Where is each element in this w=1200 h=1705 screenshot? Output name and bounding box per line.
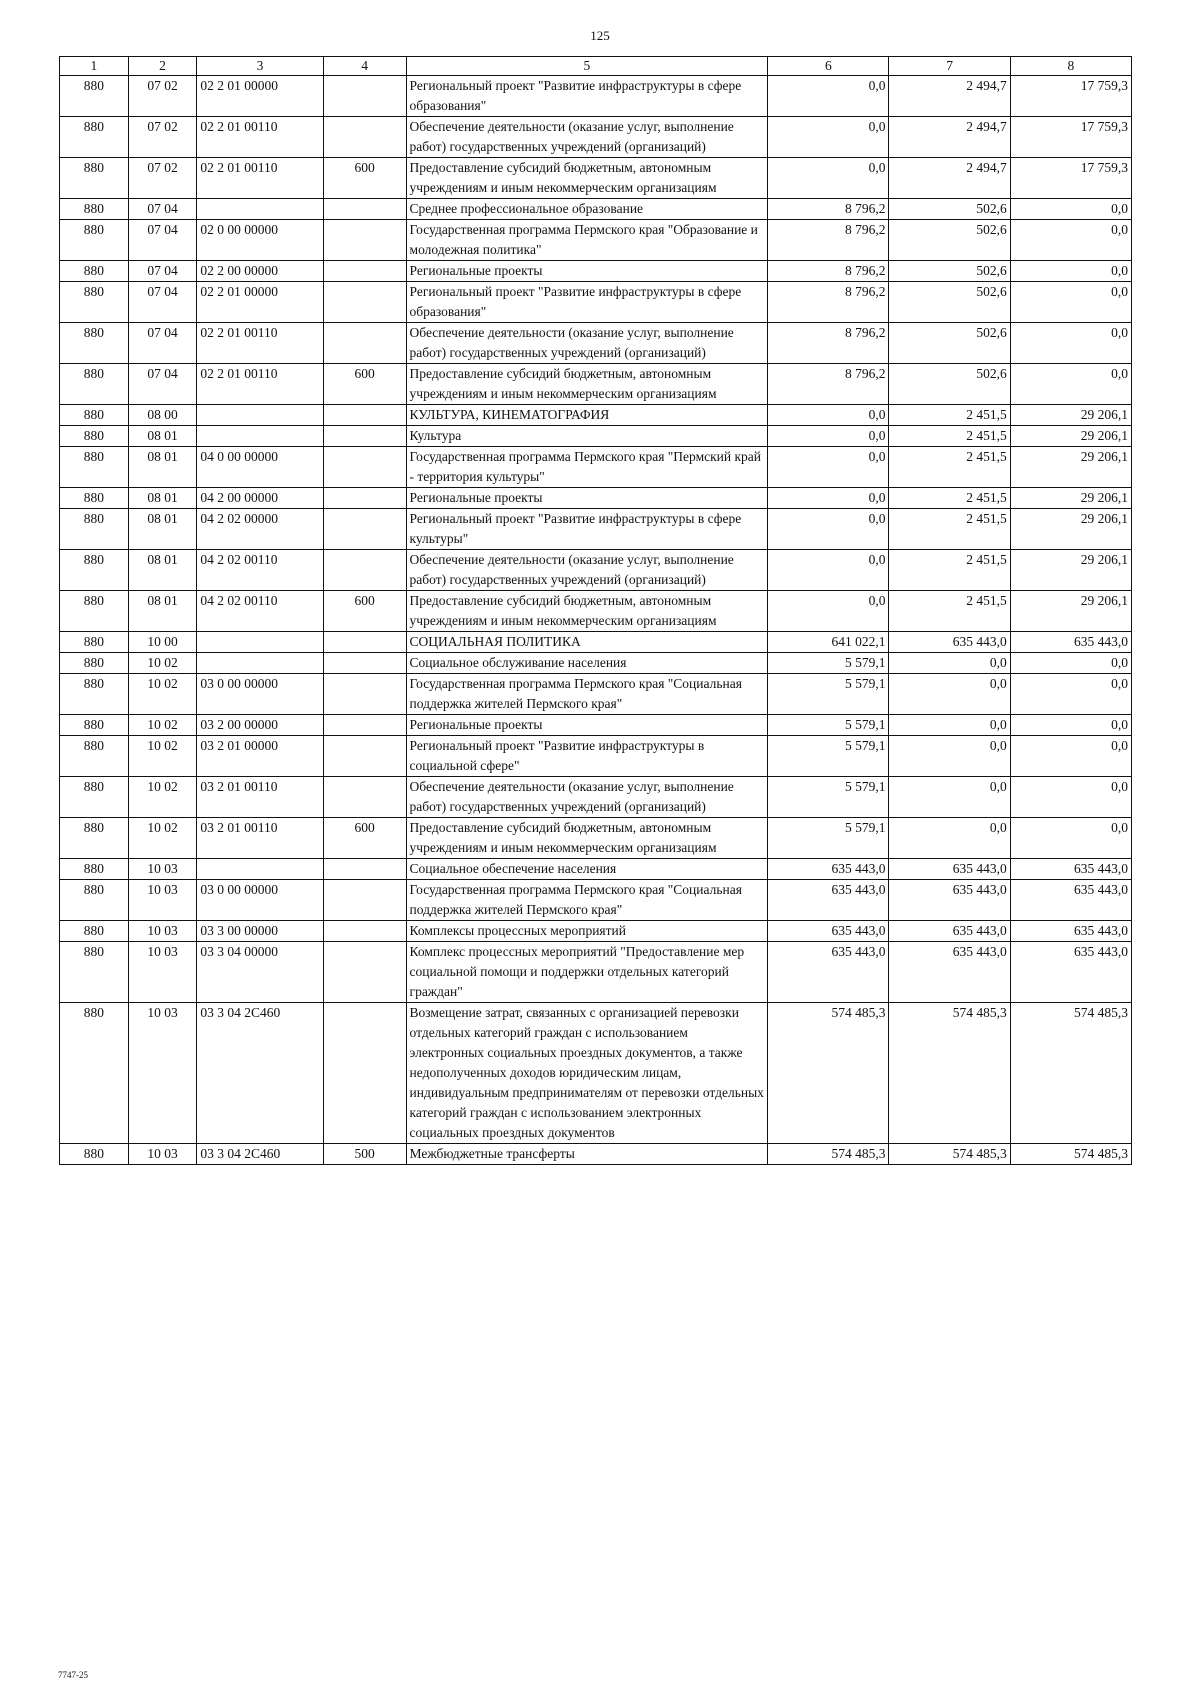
amount-col8-cell: 29 206,1 (1010, 488, 1131, 509)
amount-col8-cell: 29 206,1 (1010, 405, 1131, 426)
amount-col6-cell: 8 796,2 (768, 220, 889, 261)
admin-code-cell: 880 (60, 1003, 129, 1144)
amount-col8-cell: 635 443,0 (1010, 859, 1131, 880)
amount-col7-cell: 0,0 (889, 736, 1010, 777)
target-article-cell: 04 2 00 00000 (197, 488, 323, 509)
admin-code-cell: 880 (60, 1144, 129, 1165)
section-cell: 10 02 (128, 736, 197, 777)
expense-type-cell (323, 921, 406, 942)
admin-code-cell: 880 (60, 76, 129, 117)
table-row (60, 1003, 1132, 1144)
target-article-cell: 02 2 01 00000 (197, 76, 323, 117)
table-row (60, 653, 1132, 674)
amount-col8-cell: 0,0 (1010, 323, 1131, 364)
admin-code-cell: 880 (60, 158, 129, 199)
expense-type-cell (323, 550, 406, 591)
expense-type-cell (323, 736, 406, 777)
description-cell: Обеспечение деятельности (оказание услуг, выполнение работ) государственных учреждений (организаций) (406, 117, 768, 158)
admin-code-cell: 880 (60, 777, 129, 818)
target-article-cell: 04 2 02 00000 (197, 509, 323, 550)
section-cell: 08 01 (128, 426, 197, 447)
section-cell: 10 02 (128, 818, 197, 859)
table-row (60, 426, 1132, 447)
document-code: 7747-25 (58, 1670, 88, 1680)
expense-type-cell (323, 632, 406, 653)
description-cell: Культура (406, 426, 768, 447)
description-cell: Комплексы процессных мероприятий (406, 921, 768, 942)
target-article-cell (197, 426, 323, 447)
description-cell: Региональные проекты (406, 261, 768, 282)
admin-code-cell: 880 (60, 715, 129, 736)
section-cell: 10 03 (128, 859, 197, 880)
amount-col6-cell: 641 022,1 (768, 632, 889, 653)
description-cell: Региональный проект "Развитие инфраструктуры в социальной сфере" (406, 736, 768, 777)
amount-col7-cell: 502,6 (889, 220, 1010, 261)
table-row (60, 1144, 1132, 1165)
amount-col8-cell: 17 759,3 (1010, 158, 1131, 199)
admin-code-cell: 880 (60, 880, 129, 921)
expense-type-cell (323, 777, 406, 818)
section-cell: 08 01 (128, 550, 197, 591)
table-row (60, 880, 1132, 921)
description-cell: Государственная программа Пермского края "Социальная поддержка жителей Пермского края" (406, 674, 768, 715)
expense-type-cell (323, 220, 406, 261)
table-row (60, 199, 1132, 220)
target-article-cell: 03 2 01 00000 (197, 736, 323, 777)
amount-col6-cell: 5 579,1 (768, 715, 889, 736)
amount-col8-cell: 0,0 (1010, 364, 1131, 405)
target-article-cell: 03 3 04 00000 (197, 942, 323, 1003)
amount-col6-cell: 0,0 (768, 591, 889, 632)
expense-type-cell (323, 199, 406, 220)
column-header: 4 (323, 57, 406, 76)
amount-col6-cell: 8 796,2 (768, 282, 889, 323)
amount-col8-cell: 635 443,0 (1010, 632, 1131, 653)
column-header: 3 (197, 57, 323, 76)
description-cell: КУЛЬТУРА, КИНЕМАТОГРАФИЯ (406, 405, 768, 426)
admin-code-cell: 880 (60, 550, 129, 591)
target-article-cell: 03 2 01 00110 (197, 818, 323, 859)
expense-type-cell (323, 880, 406, 921)
amount-col7-cell: 502,6 (889, 261, 1010, 282)
column-header: 5 (406, 57, 768, 76)
amount-col8-cell: 635 443,0 (1010, 942, 1131, 1003)
amount-col7-cell: 0,0 (889, 777, 1010, 818)
column-header: 7 (889, 57, 1010, 76)
amount-col8-cell: 0,0 (1010, 261, 1131, 282)
amount-col8-cell: 0,0 (1010, 199, 1131, 220)
description-cell: Государственная программа Пермского края "Пермский край - территория культуры" (406, 447, 768, 488)
section-cell: 08 00 (128, 405, 197, 426)
description-cell: СОЦИАЛЬНАЯ ПОЛИТИКА (406, 632, 768, 653)
target-article-cell (197, 632, 323, 653)
amount-col7-cell: 2 494,7 (889, 76, 1010, 117)
section-cell: 10 00 (128, 632, 197, 653)
amount-col7-cell: 2 451,5 (889, 550, 1010, 591)
expense-type-cell: 500 (323, 1144, 406, 1165)
table-row (60, 632, 1132, 653)
description-cell: Предоставление субсидий бюджетным, автономным учреждениям и иным некоммерческим организациям (406, 364, 768, 405)
description-cell: Комплекс процессных мероприятий "Предоставление мер социальной помощи и поддержки отдельных категорий граждан" (406, 942, 768, 1003)
table-row (60, 942, 1132, 1003)
amount-col6-cell: 0,0 (768, 426, 889, 447)
amount-col6-cell: 0,0 (768, 117, 889, 158)
section-cell: 10 03 (128, 1144, 197, 1165)
description-cell: Региональный проект "Развитие инфраструктуры в сфере культуры" (406, 509, 768, 550)
amount-col7-cell: 502,6 (889, 323, 1010, 364)
expense-type-cell (323, 261, 406, 282)
amount-col6-cell: 5 579,1 (768, 674, 889, 715)
amount-col8-cell: 17 759,3 (1010, 76, 1131, 117)
table-row (60, 777, 1132, 818)
table-row (60, 405, 1132, 426)
section-cell: 10 02 (128, 674, 197, 715)
target-article-cell (197, 405, 323, 426)
amount-col8-cell: 0,0 (1010, 715, 1131, 736)
section-cell: 10 03 (128, 921, 197, 942)
target-article-cell: 03 3 00 00000 (197, 921, 323, 942)
amount-col8-cell: 0,0 (1010, 736, 1131, 777)
amount-col7-cell: 635 443,0 (889, 859, 1010, 880)
section-cell: 08 01 (128, 447, 197, 488)
amount-col8-cell: 0,0 (1010, 818, 1131, 859)
amount-col6-cell: 635 443,0 (768, 859, 889, 880)
admin-code-cell: 880 (60, 199, 129, 220)
description-cell: Предоставление субсидий бюджетным, автономным учреждениям и иным некоммерческим организациям (406, 158, 768, 199)
section-cell: 07 04 (128, 282, 197, 323)
table-row (60, 323, 1132, 364)
budget-table (59, 56, 1132, 1165)
amount-col6-cell: 5 579,1 (768, 777, 889, 818)
amount-col6-cell: 574 485,3 (768, 1144, 889, 1165)
table-row (60, 364, 1132, 405)
amount-col8-cell: 0,0 (1010, 777, 1131, 818)
amount-col6-cell: 0,0 (768, 447, 889, 488)
amount-col8-cell: 574 485,3 (1010, 1144, 1131, 1165)
amount-col7-cell: 2 494,7 (889, 158, 1010, 199)
description-cell: Среднее профессиональное образование (406, 199, 768, 220)
section-cell: 07 04 (128, 364, 197, 405)
admin-code-cell: 880 (60, 261, 129, 282)
admin-code-cell: 880 (60, 509, 129, 550)
table-row (60, 921, 1132, 942)
amount-col6-cell: 5 579,1 (768, 736, 889, 777)
admin-code-cell: 880 (60, 282, 129, 323)
description-cell: Региональный проект "Развитие инфраструктуры в сфере образования" (406, 76, 768, 117)
amount-col6-cell: 8 796,2 (768, 261, 889, 282)
target-article-cell: 02 2 01 00110 (197, 323, 323, 364)
target-article-cell: 02 2 01 00000 (197, 282, 323, 323)
amount-col8-cell: 29 206,1 (1010, 509, 1131, 550)
table-row (60, 117, 1132, 158)
amount-col6-cell: 635 443,0 (768, 921, 889, 942)
admin-code-cell: 880 (60, 405, 129, 426)
amount-col8-cell: 29 206,1 (1010, 550, 1131, 591)
description-cell: Региональные проекты (406, 488, 768, 509)
amount-col6-cell: 635 443,0 (768, 880, 889, 921)
amount-col7-cell: 2 494,7 (889, 117, 1010, 158)
section-cell: 07 04 (128, 199, 197, 220)
amount-col7-cell: 574 485,3 (889, 1003, 1010, 1144)
description-cell: Предоставление субсидий бюджетным, автономным учреждениям и иным некоммерческим организациям (406, 818, 768, 859)
description-cell: Региональные проекты (406, 715, 768, 736)
target-article-cell: 02 2 01 00110 (197, 364, 323, 405)
amount-col7-cell: 502,6 (889, 282, 1010, 323)
amount-col6-cell: 0,0 (768, 405, 889, 426)
amount-col6-cell: 8 796,2 (768, 199, 889, 220)
amount-col7-cell: 502,6 (889, 199, 1010, 220)
expense-type-cell (323, 1003, 406, 1144)
expense-type-cell (323, 76, 406, 117)
amount-col7-cell: 2 451,5 (889, 509, 1010, 550)
section-cell: 07 04 (128, 323, 197, 364)
amount-col8-cell: 0,0 (1010, 653, 1131, 674)
admin-code-cell: 880 (60, 426, 129, 447)
target-article-cell: 02 2 01 00110 (197, 158, 323, 199)
admin-code-cell: 880 (60, 942, 129, 1003)
table-header-row (60, 57, 1132, 76)
expense-type-cell (323, 653, 406, 674)
expense-type-cell (323, 509, 406, 550)
expense-type-cell: 600 (323, 364, 406, 405)
admin-code-cell: 880 (60, 364, 129, 405)
admin-code-cell: 880 (60, 591, 129, 632)
amount-col6-cell: 0,0 (768, 509, 889, 550)
table-row (60, 591, 1132, 632)
amount-col6-cell: 5 579,1 (768, 818, 889, 859)
expense-type-cell: 600 (323, 591, 406, 632)
amount-col8-cell: 29 206,1 (1010, 591, 1131, 632)
amount-col7-cell: 2 451,5 (889, 488, 1010, 509)
target-article-cell: 02 2 01 00110 (197, 117, 323, 158)
target-article-cell: 03 0 00 00000 (197, 674, 323, 715)
target-article-cell (197, 199, 323, 220)
expense-type-cell: 600 (323, 158, 406, 199)
table-row (60, 488, 1132, 509)
amount-col8-cell: 635 443,0 (1010, 921, 1131, 942)
column-header: 8 (1010, 57, 1131, 76)
target-article-cell: 03 2 00 00000 (197, 715, 323, 736)
table-row (60, 261, 1132, 282)
amount-col7-cell: 2 451,5 (889, 426, 1010, 447)
target-article-cell: 03 3 04 2С460 (197, 1003, 323, 1144)
admin-code-cell: 880 (60, 653, 129, 674)
amount-col8-cell: 574 485,3 (1010, 1003, 1131, 1144)
target-article-cell (197, 859, 323, 880)
admin-code-cell: 880 (60, 220, 129, 261)
target-article-cell: 04 2 02 00110 (197, 550, 323, 591)
admin-code-cell: 880 (60, 323, 129, 364)
amount-col7-cell: 0,0 (889, 818, 1010, 859)
table-row (60, 550, 1132, 591)
page-number: 125 (590, 28, 610, 43)
table-body (60, 76, 1132, 1165)
admin-code-cell: 880 (60, 818, 129, 859)
amount-col8-cell: 0,0 (1010, 220, 1131, 261)
amount-col8-cell: 0,0 (1010, 282, 1131, 323)
amount-col6-cell: 0,0 (768, 158, 889, 199)
target-article-cell: 03 2 01 00110 (197, 777, 323, 818)
section-cell: 07 04 (128, 220, 197, 261)
expense-type-cell (323, 942, 406, 1003)
section-cell: 10 02 (128, 653, 197, 674)
table-row (60, 859, 1132, 880)
admin-code-cell: 880 (60, 117, 129, 158)
section-cell: 07 02 (128, 158, 197, 199)
amount-col7-cell: 2 451,5 (889, 591, 1010, 632)
description-cell: Социальное обеспечение населения (406, 859, 768, 880)
section-cell: 07 02 (128, 76, 197, 117)
section-cell: 08 01 (128, 488, 197, 509)
expense-type-cell (323, 282, 406, 323)
description-cell: Государственная программа Пермского края "Образование и молодежная политика" (406, 220, 768, 261)
expense-type-cell (323, 117, 406, 158)
description-cell: Обеспечение деятельности (оказание услуг, выполнение работ) государственных учреждений (организаций) (406, 550, 768, 591)
target-article-cell: 02 2 00 00000 (197, 261, 323, 282)
section-cell: 10 03 (128, 1003, 197, 1144)
table-row (60, 158, 1132, 199)
section-cell: 10 02 (128, 715, 197, 736)
amount-col6-cell: 574 485,3 (768, 1003, 889, 1144)
expense-type-cell: 600 (323, 818, 406, 859)
target-article-cell: 02 0 00 00000 (197, 220, 323, 261)
amount-col7-cell: 635 443,0 (889, 942, 1010, 1003)
description-cell: Обеспечение деятельности (оказание услуг, выполнение работ) государственных учреждений (организаций) (406, 777, 768, 818)
table-row (60, 715, 1132, 736)
expense-type-cell (323, 405, 406, 426)
column-header: 2 (128, 57, 197, 76)
description-cell: Государственная программа Пермского края "Социальная поддержка жителей Пермского края" (406, 880, 768, 921)
section-cell: 08 01 (128, 591, 197, 632)
amount-col6-cell: 8 796,2 (768, 364, 889, 405)
column-header: 1 (60, 57, 129, 76)
table-row (60, 220, 1132, 261)
section-cell: 08 01 (128, 509, 197, 550)
admin-code-cell: 880 (60, 736, 129, 777)
column-header: 6 (768, 57, 889, 76)
description-cell: Социальное обслуживание населения (406, 653, 768, 674)
amount-col8-cell: 0,0 (1010, 674, 1131, 715)
amount-col6-cell: 635 443,0 (768, 942, 889, 1003)
amount-col7-cell: 2 451,5 (889, 447, 1010, 488)
description-cell: Региональный проект "Развитие инфраструктуры в сфере образования" (406, 282, 768, 323)
amount-col6-cell: 5 579,1 (768, 653, 889, 674)
section-cell: 10 03 (128, 880, 197, 921)
expense-type-cell (323, 674, 406, 715)
section-cell: 07 04 (128, 261, 197, 282)
table-row (60, 447, 1132, 488)
description-cell: Возмещение затрат, связанных с организацией перевозки отдельных категорий граждан с использованием электронных социальных проездных документов, а также недополученных доходов юридическим лицам, индивидуальным предпринимателям от перевозки отдельных категорий граждан с использованием электронных социальных проездных документов (406, 1003, 768, 1144)
amount-col7-cell: 0,0 (889, 653, 1010, 674)
description-cell: Предоставление субсидий бюджетным, автономным учреждениям и иным некоммерческим организациям (406, 591, 768, 632)
table-row (60, 76, 1132, 117)
table-row (60, 509, 1132, 550)
section-cell: 10 03 (128, 942, 197, 1003)
admin-code-cell: 880 (60, 921, 129, 942)
expense-type-cell (323, 715, 406, 736)
table-row (60, 674, 1132, 715)
target-article-cell: 03 0 00 00000 (197, 880, 323, 921)
target-article-cell: 04 2 02 00110 (197, 591, 323, 632)
amount-col6-cell: 8 796,2 (768, 323, 889, 364)
amount-col8-cell: 29 206,1 (1010, 447, 1131, 488)
description-cell: Межбюджетные трансферты (406, 1144, 768, 1165)
table-row (60, 282, 1132, 323)
target-article-cell: 04 0 00 00000 (197, 447, 323, 488)
table-row (60, 736, 1132, 777)
expense-type-cell (323, 447, 406, 488)
amount-col6-cell: 0,0 (768, 550, 889, 591)
admin-code-cell: 880 (60, 447, 129, 488)
target-article-cell (197, 653, 323, 674)
section-cell: 10 02 (128, 777, 197, 818)
amount-col6-cell: 0,0 (768, 488, 889, 509)
amount-col8-cell: 17 759,3 (1010, 117, 1131, 158)
table-row (60, 818, 1132, 859)
amount-col7-cell: 502,6 (889, 364, 1010, 405)
amount-col7-cell: 2 451,5 (889, 405, 1010, 426)
amount-col7-cell: 0,0 (889, 715, 1010, 736)
expense-type-cell (323, 426, 406, 447)
amount-col7-cell: 635 443,0 (889, 632, 1010, 653)
amount-col7-cell: 574 485,3 (889, 1144, 1010, 1165)
amount-col7-cell: 635 443,0 (889, 921, 1010, 942)
admin-code-cell: 880 (60, 674, 129, 715)
target-article-cell: 03 3 04 2С460 (197, 1144, 323, 1165)
amount-col7-cell: 0,0 (889, 674, 1010, 715)
description-cell: Обеспечение деятельности (оказание услуг, выполнение работ) государственных учреждений (организаций) (406, 323, 768, 364)
admin-code-cell: 880 (60, 632, 129, 653)
amount-col8-cell: 29 206,1 (1010, 426, 1131, 447)
expense-type-cell (323, 859, 406, 880)
amount-col7-cell: 635 443,0 (889, 880, 1010, 921)
amount-col8-cell: 635 443,0 (1010, 880, 1131, 921)
admin-code-cell: 880 (60, 488, 129, 509)
expense-type-cell (323, 323, 406, 364)
admin-code-cell: 880 (60, 859, 129, 880)
section-cell: 07 02 (128, 117, 197, 158)
amount-col6-cell: 0,0 (768, 76, 889, 117)
expense-type-cell (323, 488, 406, 509)
